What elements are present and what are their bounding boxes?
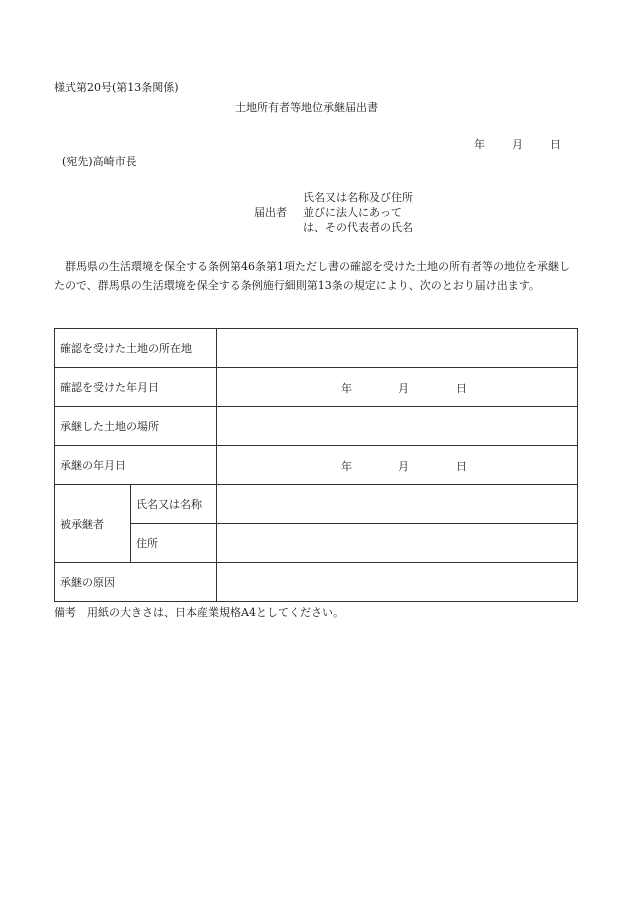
confirmed-land-location-field[interactable] — [217, 329, 578, 368]
table-row — [55, 563, 578, 602]
succession-form-table — [54, 328, 578, 602]
confirmed-date-year: 年 — [341, 382, 352, 395]
succession-date-day: 日 — [456, 460, 467, 473]
date-month-label: 月 — [512, 138, 523, 151]
predecessor-name-label: 氏名又は名称 — [131, 485, 217, 524]
succession-date-year: 年 — [341, 460, 352, 473]
predecessor-address-label: 住所 — [131, 524, 217, 563]
date-year-label: 年 — [474, 138, 485, 151]
confirmed-date-label: 確認を受けた年月日 — [55, 368, 217, 407]
table-row — [55, 524, 578, 563]
form-number: 様式第20号(第13条関係) — [54, 81, 179, 94]
confirmed-date-day: 日 — [456, 382, 467, 395]
succession-cause-label: 承継の原因 — [55, 563, 217, 602]
succession-date-label: 承継の年月日 — [55, 446, 217, 485]
succession-date-month: 月 — [398, 460, 409, 473]
predecessor-address-field[interactable] — [217, 524, 578, 563]
succession-date-field[interactable] — [217, 446, 578, 485]
date-day-label: 日 — [550, 138, 561, 151]
predecessor-name-field[interactable] — [217, 485, 578, 524]
applicant-label: 届出者 — [254, 206, 287, 219]
body-text: 群馬県の生活環境を保全する条例第46条第1項ただし書の確認を受けた土地の所有者等の地位を承継したので、群馬県の生活環境を保全する条例施行細則第13条の規定により、次のとおり届け出ます。 — [54, 260, 570, 292]
remarks-note: 備考 用紙の大きさは、日本産業規格A4としてください。 — [54, 606, 344, 619]
inherited-land-place-label: 承継した土地の場所 — [55, 407, 217, 446]
table-row — [55, 407, 578, 446]
confirmed-land-location-label: 確認を受けた土地の所在地 — [55, 329, 217, 368]
table-row — [55, 329, 578, 368]
table-row — [55, 446, 578, 485]
submission-date — [474, 138, 561, 152]
applicant-line-2: 並びに法人にあって — [303, 206, 402, 219]
table-row — [55, 485, 578, 524]
confirmed-date-month: 月 — [398, 382, 409, 395]
inherited-land-place-field[interactable] — [217, 407, 578, 446]
applicant-line-1: 氏名又は名称及び住所 — [303, 191, 413, 204]
table-row — [55, 368, 578, 407]
succession-cause-field[interactable] — [217, 563, 578, 602]
addressee: (宛先)高崎市長 — [62, 155, 137, 168]
confirmed-date-field[interactable] — [217, 368, 578, 407]
applicant-lines — [303, 191, 413, 236]
predecessor-label: 被承継者 — [55, 485, 131, 563]
document-title: 土地所有者等地位承継届出書 — [235, 101, 378, 114]
applicant-line-3: は、その代表者の氏名 — [303, 221, 413, 234]
